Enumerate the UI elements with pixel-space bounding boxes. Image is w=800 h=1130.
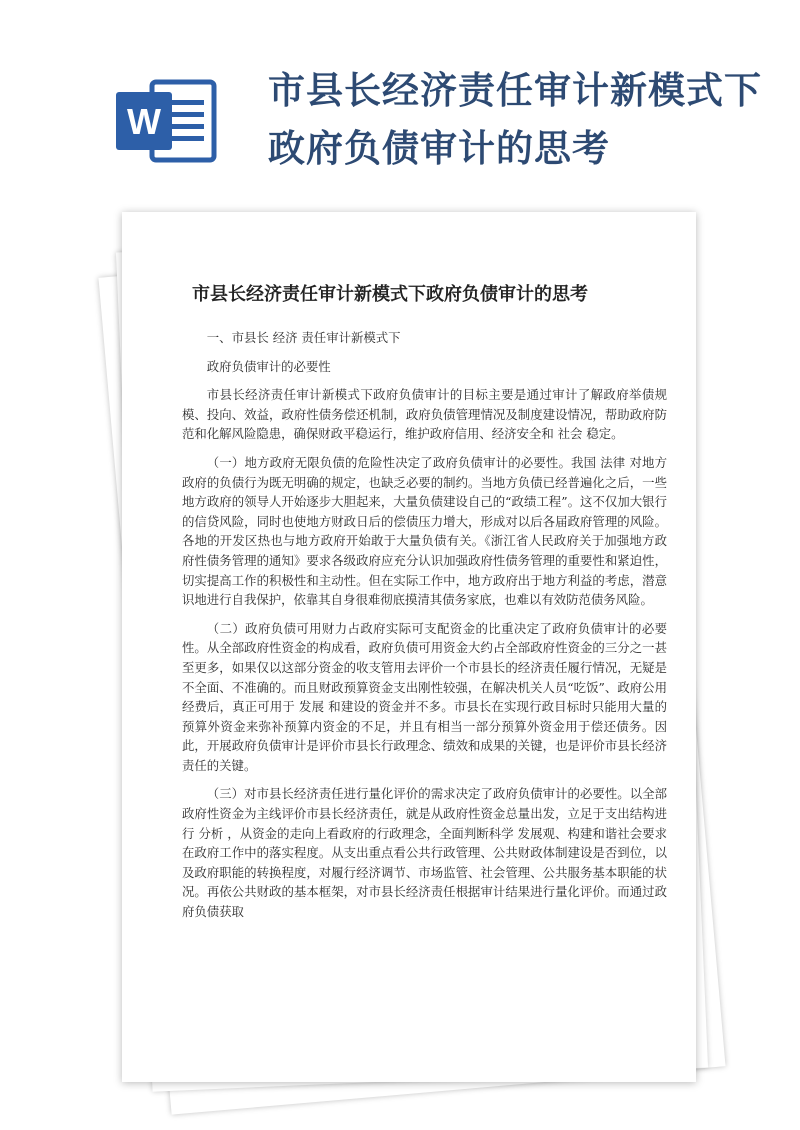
section-heading-line-2: 政府负债审计的必要性 (206, 358, 331, 374)
document-title: 市县长经济责任审计新模式下政府负债审计的思考 (192, 284, 588, 305)
paragraph-point-1: （一）地方政府无限负债的危险性决定了政府负债审计的必要性。我国 法律 对地方政府的负债行为既无明确的规定，也缺乏必要的制约。当地方负债已经普遍化之后，一些地方政府的领导人开始逐步大胆起来，大量负债建设自己的“政绩工程”。这不仅加大银行的信贷风险，同时也使地方财政日后的偿债压力增大，形成对以后各届政府管理的风险。各地的开发区热也与地方政府开始敢于大量负债有关。《浙江省人民政府关于加强地方政府性债务管理的通知》要求各级政府应充分认识加强政府性债务管理的重要性和紧迫性，切实提高工作的积极性和主动性。但在实际工作中，地方政府出于地方利益的考虑，潜意识地进行自我保护，依靠其自身很难彻底摸清其债务家底，也难以有效防范债务风险。 (182, 454, 667, 608)
paragraph-intro: 市县长经济责任审计新模式下政府负债审计的目标主要是通过审计了解政府举债规模、投向、效益，政府性债务偿还机制，政府负债管理情况及制度建设情况，帮助政府防范和化解风险隐患，确保财政平稳运行，维护政府信用、经济安全和 社会 稳定。 (182, 387, 667, 442)
word-icon-letter: W (127, 101, 161, 142)
paragraph-point-2: （二）政府负债可用财力占政府实际可支配资金的比重决定了政府负债审计的必要性。从全部政府性资金的构成看，政府负债可用资金大约占全部政府性资金的三分之一甚至更多，如果仅以这部分资金的收支管用去评价一个市县长的经济责任履行情况，无疑是不全面、不准确的。而且财政预算资金支出刚性较强，在解决机关人员“吃饭”、政府公用经费后，真正可用于 发展 和建设的资金并不多。市县长在实现行政目标时只能用大量的预算外资金来弥补预算内资金的不足，并且有相当一部分预算外资金用于偿还债务。因此，开展政府负债审计是评价市县长行政理念、绩效和成果的关键，也是评价市县长经济责任的关键。 (182, 620, 667, 773)
section-heading-line-1: 一、市县长 经济 责任审计新模式下 (206, 330, 401, 345)
document-page (122, 212, 696, 1082)
paragraph-point-3: （三）对市县长经济责任进行量化评价的需求决定了政府负债审计的必要性。以全部政府性资金为主线评价市县长经济责任，就是从政府性资金总量出发，立足于支出结构进行 分析 ，从资金的走向上看政府的行政理念，全面判断科学 发展观、构建和谐社会要求在政府工作中的落实程度。从支出重点看公共行政管理、公共财政体制建设是否到位，以及政府职能的转换程度，对履行经济调节、市场监管、社会管理、公共服务基本职能的状况。再依公共财政的基本框架，对市县长经济责任根据审计结果进行量化评价。而通过政府负债获取 (182, 786, 667, 920)
header-title: 市县长经济责任审计新模式下政府负债审计的思考 (268, 69, 762, 170)
document-body (182, 328, 667, 931)
